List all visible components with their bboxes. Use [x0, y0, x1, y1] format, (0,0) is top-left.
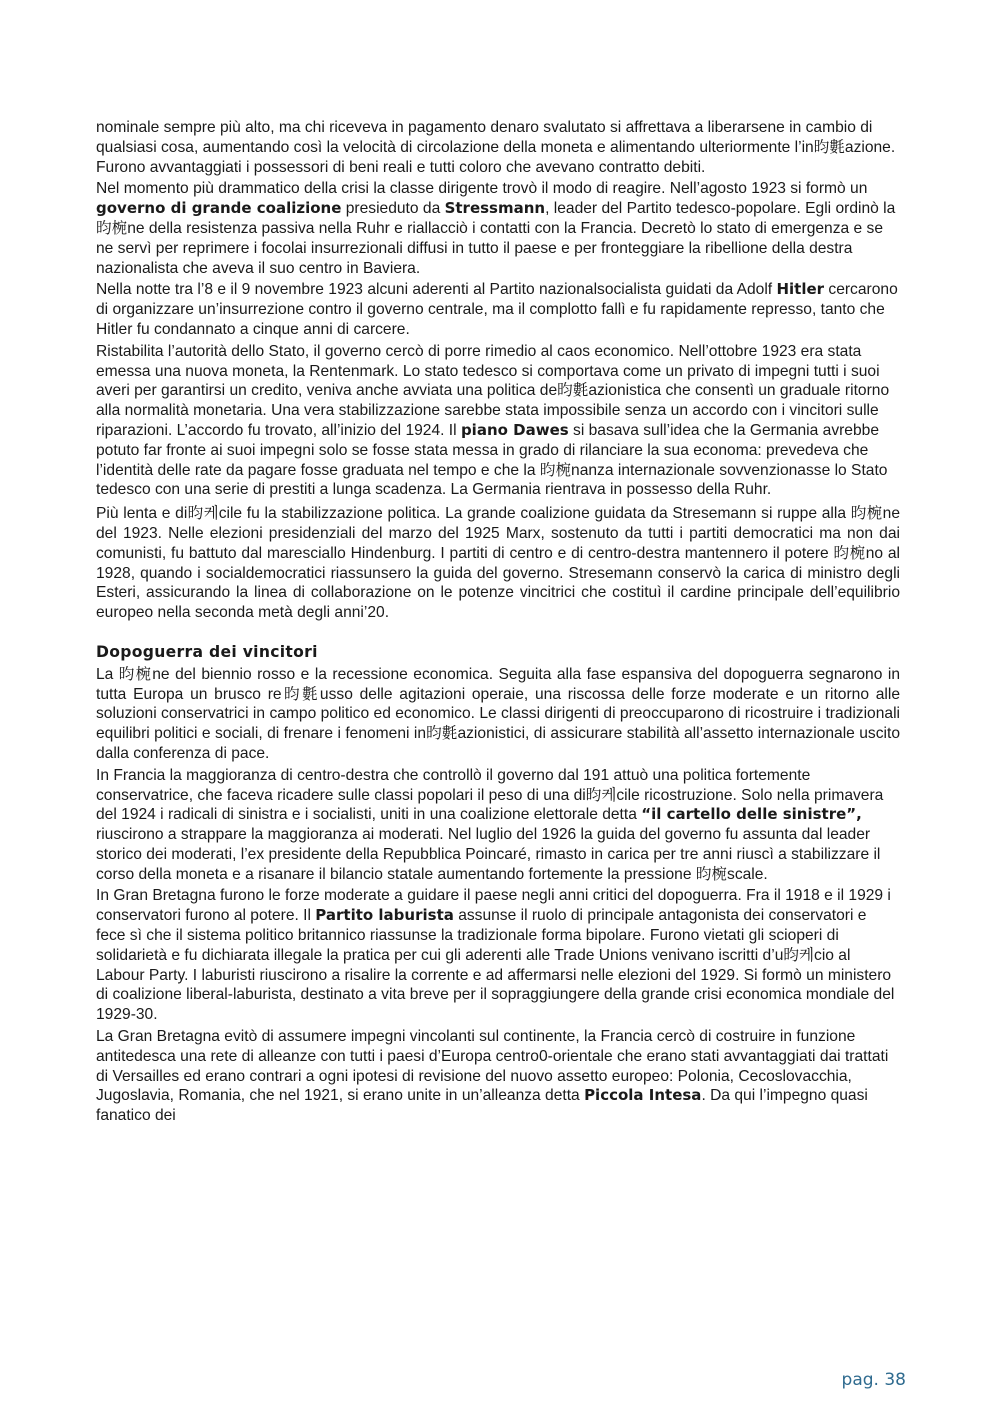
paragraph-s1 [96, 665, 900, 764]
bold-term: “il cartello delle sinistre”, [641, 805, 862, 824]
text-run: . Da qui l’impegno quasi fanatico dei [96, 1087, 868, 1125]
paragraph-p2 [96, 179, 900, 278]
paragraph-s4 [96, 1027, 900, 1126]
bold-term: piano Dawes [460, 420, 569, 439]
bold-term: Piccola Intesa [584, 1086, 702, 1105]
paragraph-p3 [96, 280, 900, 339]
page-number: pag. 38 [841, 1370, 906, 1390]
paragraph-p4 [96, 342, 900, 500]
bold-term: Hitler [776, 280, 825, 299]
paragraph-s3 [96, 886, 900, 1025]
text-run: Nella notte tra l’8 e il 9 novembre 1923 alcuni aderenti al Partito nazionalsocialista guidati da Adolf [96, 281, 777, 299]
text-run: nominale sempre più alto, ma chi riceveva in pagamento denaro svalutato si affrettava a liberarsene in cambio di qualsiasi cosa, aumentando così la velocità di circolazione della moneta e alimentando ulteriormente l’in昀氀azione. Furono avvantaggiati i possessori di beni reali e tutti coloro che avevano contratto debiti. [96, 119, 896, 176]
text-run: Più lenta e di昀케cile fu la stabilizzazione politica. La grande coalizione guidata da Stresemann si ruppe alla 昀椀ne del 1923. Nelle elezioni presidenziali del marzo del 1925 Marx, sostenuto da tutti i partiti democratici ma non dai comunisti, fu battuto dal maresciallo Hindenburg. I partiti di centro e di centro-destra mantennero il potere 昀椀no al 1928, quando i socialdemocratici riassunsero la guida del governo. Stresemann conservò la carica di ministro degli Esteri, assicurando la linea di collaborazione on le potenze vincitrici che costituì il cardine principale dell’equilibrio europeo nella seconda metà degli anni’20. [96, 505, 900, 622]
text-run: In Gran Bretagna furono le forze moderate a guidare il paese negli anni critici del dopoguerra. Fra il 1918 e il 1929 i conservatori furono al potere. Il [96, 887, 891, 925]
paragraph-s2 [96, 766, 900, 885]
paragraph-p1 [96, 118, 900, 177]
text-run: La 昀椀ne del biennio rosso e la recessione economica. Seguita alla fase espansiva del dopoguerra segnarono in tutta Europa un brusco re昀氀usso delle agitazioni operaie, una riscossa delle forze moderate e un ritorno alle soluzioni conservatrici in campo politico ed economico. Le classi dirigenti di preoccuparono di ricostruire i tradizionali equilibri politici e sociali, di frenare i fenomeni in昀氀azionistici, di assicurare stabilità all’assetto internazionale uscito dalla conferenza di pace. [96, 665, 900, 762]
text-run: si basava sull’idea che la Germania avrebbe potuto far fronte ai suoi impegni solo se fosse stata messa in grado di rilanciare la sua economa: prevedeva che l’identità delle rate da pagare fosse graduata nel tempo e che la 昀椀nanza internazionale sovvenzionasse lo Stato tedesco con una serie di prestiti a lunga scadenza. La Germania rientrava in possesso della Ruhr. [96, 421, 888, 499]
paragraph-p5 [96, 504, 900, 623]
text-run: cercarono di organizzare un’insurrezione contro il governo centrale, ma il complotto fallì e fu rapidamente represso, tanto che Hitler fu condannato a cinque anni di carcere. [96, 281, 898, 338]
section-heading: Dopoguerra dei vincitori [96, 642, 318, 661]
text-run: presieduto da [341, 200, 445, 218]
text-run: Nel momento più drammatico della crisi la classe dirigente trovò il modo di reagire. Nell’agosto 1923 si formò un [96, 180, 868, 198]
document-page [96, 118, 900, 1128]
bold-term: Stressmann [444, 199, 546, 218]
text-run: , leader del Partito tedesco-popolare. Egli ordinò la 昀椀ne della resistenza passiva nella Ruhr e riallacciò i contatti con la Francia. Decretò lo stato di emergenza e se ne servì per reprimere i focolai insurrezionali diffusi in tutto il paese e per fronteggiare la ribellione della destra nazionalista che aveva il suo centro in Baviera. [96, 200, 896, 277]
bold-term: Partito laburista [315, 906, 454, 925]
text-run: La Gran Bretagna evitò di assumere impegni vincolanti sul continente, la Francia cercò di costruire in funzione antitedesca una rete di alleanze con tutti i paesi d’Europa centro0-orientale che erano stati avvantaggiati dai trattati di Versailles ed erano contrari a ogni ipotesi di revisione del nuovo assetto europeo: Polonia, Cecoslovacchia, Jugoslavia, Romania, che nel 1921, si erano unite in un’alleanza detta [96, 1028, 889, 1105]
intro-section [96, 118, 900, 623]
text-run: Ristabilita l’autorità dello Stato, il governo cercò di porre rimedio al caos economico. Nell’ottobre 1923 era stata emessa una nuova moneta, la Rentenmark. Lo stato tedesco si comportava come un privato di impegni tutti i suoi averi per garantirsi un credito, veniva anche avviata una politica de昀氀azionistica che consentì un graduale ritorno alla normalità monetaria. Una vera stabilizzazione sarebbe stata impossibile senza un accordo con i vincitori sulle riparazioni. L’accordo fu trovato, all’inizio del 1924. Il [96, 342, 890, 439]
text-run: In Francia la maggioranza di centro-destra che controllò il governo dal 191 attuò una politica fortemente conservatrice, che faceva ricadere sulle classi popolari il peso di una di昀케cile ricostruzione. Solo nella primavera del 1924 i radicali di sinistra e i socialisti, uniti in una coalizione elettorale detta [96, 766, 884, 824]
vincitori-section [96, 665, 900, 1126]
bold-term: governo di grande coalizione [96, 199, 342, 218]
text-run: assunse il ruolo di principale antagonista dei conservatori e fece sì che il sistema politico britannico riassunse la tradizionale forma bipolare. Furono vietati gli scioperi di solidarietà e fu dichiarata illegale la pratica per cui gli aderenti alle Trade Unions venivano iscritti d’u昀케cio al Labour Party. I laburisti riuscirono a risalire la corrente e ad affermarsi nelle elezioni del 1929. Si formò un ministero di coalizione liberal-laburista, destinato a vita breve per il sopraggiungere della grande crisi economica mondiale del 1929-30. [96, 907, 895, 1024]
text-run: riuscirono a strappare la maggioranza ai moderati. Nel luglio del 1926 la guida del governo fu assunta dal leader storico dei moderati, l’ex presidente della Repubblica Poincaré, rimasto in carica per tre anni riuscì a stabilizzare il corso della moneta e a risanare il bilancio statale aumentando fortemente la pressione 昀椀scale. [96, 826, 881, 883]
